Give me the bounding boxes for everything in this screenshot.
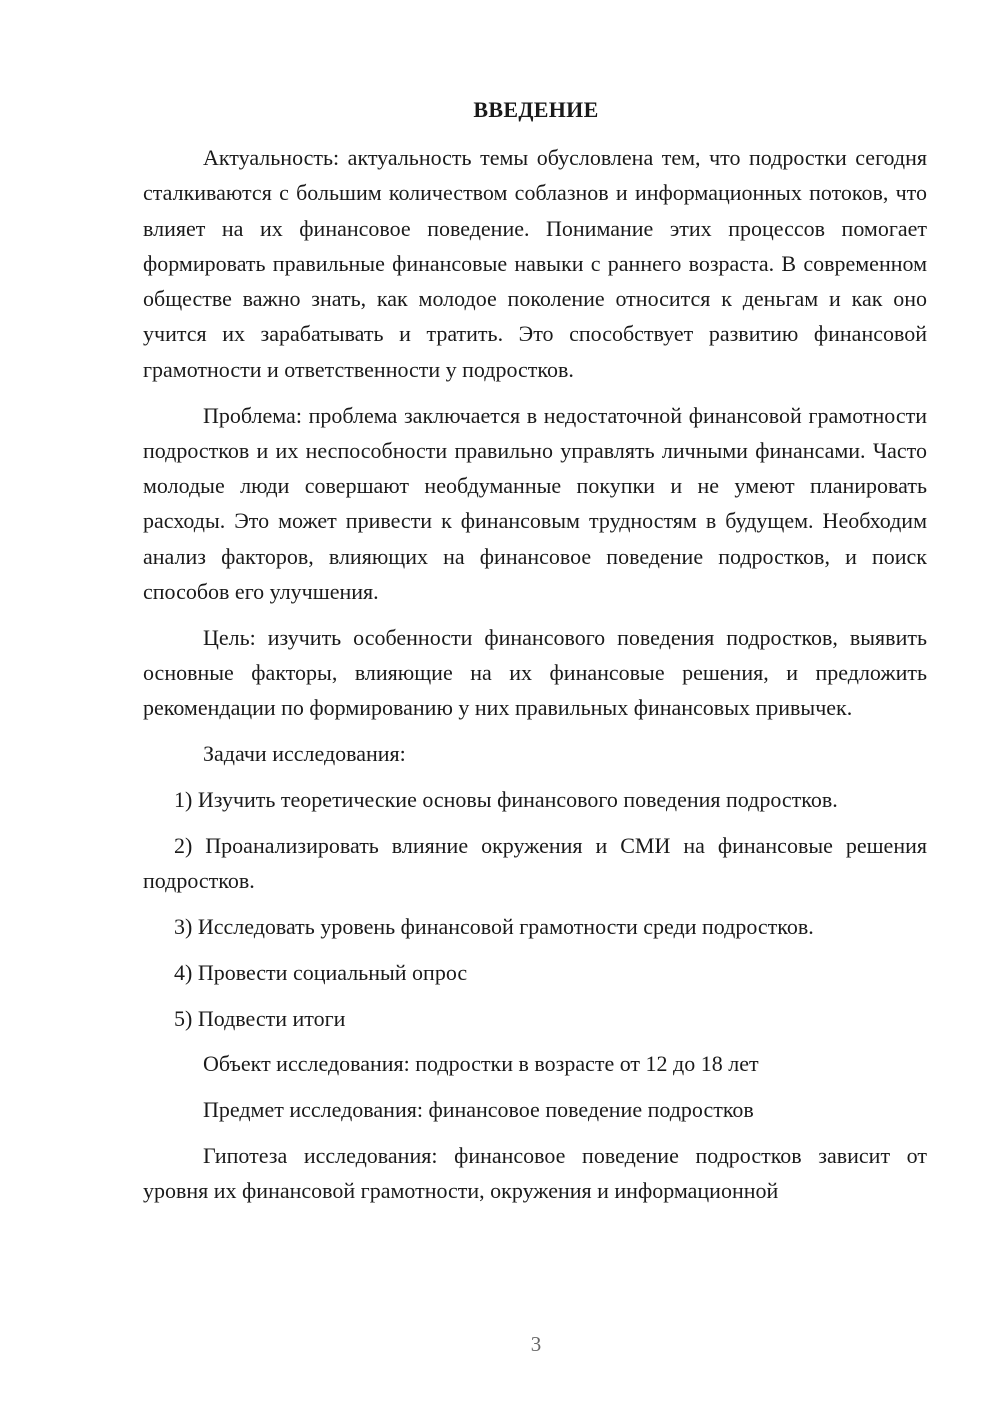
- paragraph-hypothesis: Гипотеза исследования: финансовое поведение подростков зависит от уровня их финансовой грамотности, окружения и информационной: [143, 1142, 927, 1204]
- body-text: [143, 140, 927, 1209]
- paragraph-goal: Цель: изучить особенности финансового поведения подростков, выявить основные факторы, влияющие на их финансовые решения, и предложить рекомендации по формированию у них правильных финансовых привычек.: [143, 624, 927, 721]
- task-item-2: 2) Проанализировать влияние окружения и СМИ на финансовые решения подростков.: [143, 832, 927, 894]
- task-item-3: 3) Исследовать уровень финансовой грамотности среди подростков.: [174, 913, 814, 939]
- task-item-4: 4) Провести социальный опрос: [174, 959, 468, 985]
- page-title: ВВЕДЕНИЕ: [473, 97, 599, 122]
- paragraph-problem: Проблема: проблема заключается в недостаточной финансовой грамотности подростков и их неспособности правильно управлять личными финансами. Часто молодые люди совершают необдуманные покупки и не умеют планировать расходы. Это может привести к финансовым трудностям в будущем. Необходим анализ факторов, влияющих на финансовое поведение подростков, и поиск способов его улучшения.: [143, 402, 927, 605]
- paragraph-object: Объект исследования: подростки в возрасте от 12 до 18 лет: [203, 1051, 759, 1077]
- page-number: 3: [530, 1332, 542, 1356]
- paragraph-relevance: Актуальность: актуальность темы обусловлена тем, что подростки сегодня сталкиваются с большим количеством соблазнов и информационных потоков, что влияет на их финансовое поведение. Понимание этих процессов помогает формировать правильные финансовые навыки с раннего возраста. В современном обществе важно знать, как молодое поколение относится к деньгам и как оно учится их зарабатывать и тратить. Это способствует развитию финансовой грамотности и ответственности у подростков.: [143, 145, 927, 382]
- task-item-5: 5) Подвести итоги: [174, 1005, 346, 1031]
- task-item-1: 1) Изучить теоретические основы финансового поведения подростков.: [174, 787, 838, 813]
- paragraph-subject: Предмет исследования: финансовое поведение подростков: [203, 1097, 754, 1123]
- tasks-heading: Задачи исследования:: [203, 741, 406, 767]
